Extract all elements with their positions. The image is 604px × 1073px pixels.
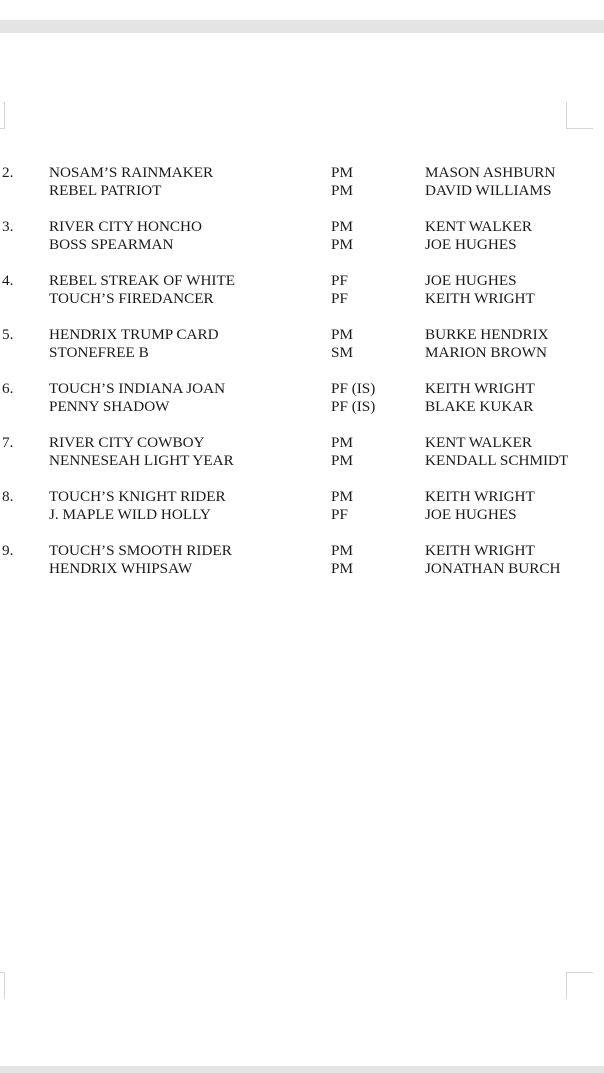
entry-number: 8. [2, 488, 14, 505]
horse-name: RIVER CITY COWBOY [49, 434, 205, 451]
owner-name: KEITH WRIGHT [425, 488, 535, 505]
owner-names [425, 434, 568, 470]
horse-name: TOUCH’S FIREDANCER [49, 290, 214, 307]
horse-name: HENDRIX TRUMP CARD [49, 326, 219, 343]
horse-names [49, 218, 202, 254]
crop-mark-top-left [0, 102, 5, 129]
class-codes [331, 326, 353, 362]
crop-mark-bottom-right [566, 972, 593, 999]
owner-name: DAVID WILLIAMS [425, 182, 552, 199]
class-codes [331, 434, 353, 470]
class-code: PM [331, 542, 353, 559]
class-code: PM [331, 182, 353, 199]
class-code: PF (IS) [331, 398, 376, 415]
owner-names [425, 542, 560, 578]
class-codes [331, 542, 353, 578]
owner-names [425, 272, 535, 308]
entry-number: 7. [2, 434, 14, 451]
viewer-top-margin [0, 0, 604, 20]
horse-name: J. MAPLE WILD HOLLY [49, 506, 211, 523]
class-code: SM [331, 344, 353, 361]
horse-name: NOSAM’S RAINMAKER [49, 164, 214, 181]
owner-name: MARION BROWN [425, 344, 547, 361]
horse-names [49, 326, 219, 362]
page-separator-bottom [0, 1066, 604, 1073]
pairing-entry [0, 488, 604, 542]
horse-names [49, 488, 226, 524]
owner-name: KEITH WRIGHT [425, 290, 535, 307]
horse-name: TOUCH’S INDIANA JOAN [49, 380, 226, 397]
owner-name: BURKE HENDRIX [425, 326, 549, 343]
class-code: PM [331, 164, 353, 181]
class-code: PM [331, 218, 353, 235]
owner-names [425, 488, 535, 524]
entry-number: 9. [2, 542, 14, 559]
owner-name: KENT WALKER [425, 434, 533, 451]
class-code: PM [331, 236, 353, 253]
class-codes [331, 164, 353, 200]
class-code: PF [331, 290, 348, 307]
pairing-entry [0, 272, 604, 326]
owner-names [425, 326, 549, 362]
owner-names [425, 218, 532, 254]
class-code: PM [331, 488, 353, 505]
class-code: PF [331, 506, 348, 523]
horse-name: TOUCH’S KNIGHT RIDER [49, 488, 226, 505]
class-codes [331, 488, 353, 524]
horse-name: HENDRIX WHIPSAW [49, 560, 193, 577]
class-code: PM [331, 452, 353, 469]
entry-number: 5. [2, 326, 14, 343]
owner-name: KENT WALKER [425, 218, 533, 235]
owner-name: KEITH WRIGHT [425, 380, 535, 397]
crop-mark-top-right [566, 102, 593, 129]
pairing-entry [0, 380, 604, 434]
class-code: PM [331, 434, 353, 451]
owner-name: BLAKE KUKAR [425, 398, 534, 415]
pairing-entry [0, 164, 604, 218]
class-code: PF (IS) [331, 380, 376, 397]
class-code: PM [331, 326, 353, 343]
horse-name: TOUCH’S SMOOTH RIDER [49, 542, 232, 559]
owner-name: JOE HUGHES [425, 506, 517, 523]
owner-name: JOE HUGHES [425, 272, 517, 289]
horse-name: PENNY SHADOW [49, 398, 170, 415]
horse-name: RIVER CITY HONCHO [49, 218, 202, 235]
horse-names [49, 380, 225, 416]
horse-name: NENNESEAH LIGHT YEAR [49, 452, 234, 469]
owner-name: KENDALL SCHMIDT [425, 452, 569, 469]
owner-name: KEITH WRIGHT [425, 542, 535, 559]
pairing-entry [0, 434, 604, 488]
entry-number: 2. [2, 164, 14, 181]
class-code: PM [331, 560, 353, 577]
pairings-list [0, 164, 604, 596]
horse-names [49, 272, 235, 308]
horse-names [49, 434, 234, 470]
owner-name: JOE HUGHES [425, 236, 517, 253]
horse-names [49, 164, 213, 200]
entry-number: 6. [2, 380, 14, 397]
pairing-entry [0, 542, 604, 596]
owner-name: JONATHAN BURCH [425, 560, 561, 577]
owner-names [425, 380, 535, 416]
page-separator-top [0, 20, 604, 33]
class-codes [331, 218, 353, 254]
horse-name: STONEFREE B [49, 344, 149, 361]
owner-names [425, 164, 555, 200]
pairing-entry [0, 326, 604, 380]
owner-name: MASON ASHBURN [425, 164, 556, 181]
entry-number: 3. [2, 218, 14, 235]
horse-name: BOSS SPEARMAN [49, 236, 174, 253]
crop-mark-bottom-left [0, 972, 5, 999]
entry-number: 4. [2, 272, 14, 289]
horse-name: REBEL STREAK OF WHITE [49, 272, 236, 289]
class-codes [331, 272, 348, 308]
class-code: PF [331, 272, 348, 289]
pairing-entry [0, 218, 604, 272]
class-codes [331, 380, 375, 416]
horse-names [49, 542, 232, 578]
horse-name: REBEL PATRIOT [49, 182, 162, 199]
